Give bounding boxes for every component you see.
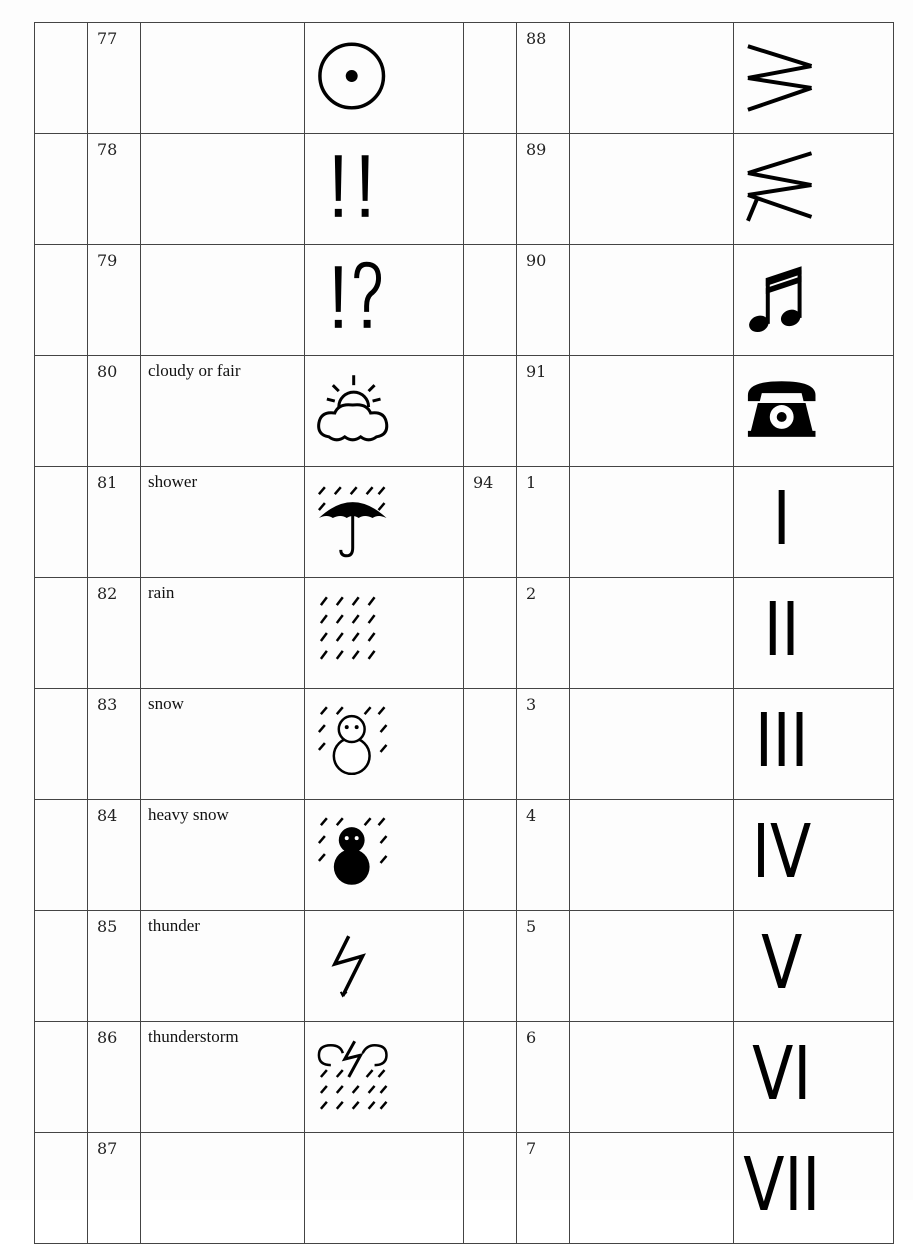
code-number: 89 bbox=[517, 134, 570, 245]
code-number: 2 bbox=[517, 578, 570, 689]
description bbox=[570, 800, 734, 911]
symbol-table bbox=[34, 22, 894, 1244]
blank-cell bbox=[35, 134, 88, 245]
blank-cell bbox=[35, 23, 88, 134]
code-number: 81 bbox=[88, 467, 141, 578]
heavy-snow-icon bbox=[305, 800, 464, 911]
table-row bbox=[35, 911, 894, 1022]
blank-cell bbox=[35, 578, 88, 689]
roman-numeral: IV bbox=[752, 809, 812, 895]
roman-numeral-icon bbox=[734, 467, 894, 578]
lightning-icon bbox=[305, 911, 464, 1022]
description: shower bbox=[141, 467, 305, 578]
roman-numeral-icon bbox=[734, 689, 894, 800]
code-number: 6 bbox=[517, 1022, 570, 1133]
description bbox=[570, 1022, 734, 1133]
exclamation-question-icon bbox=[305, 245, 464, 356]
roman-numeral-icon bbox=[734, 911, 894, 1022]
code-number: 5 bbox=[517, 911, 570, 1022]
code-number: 78 bbox=[88, 134, 141, 245]
roman-numeral-icon bbox=[734, 1133, 894, 1244]
code-number: 85 bbox=[88, 911, 141, 1022]
table-row bbox=[35, 356, 894, 467]
code-number: 82 bbox=[88, 578, 141, 689]
code-number: 90 bbox=[517, 245, 570, 356]
description: snow bbox=[141, 689, 305, 800]
telephone-icon bbox=[734, 356, 894, 467]
blank-cell bbox=[464, 1022, 517, 1133]
code-number: 80 bbox=[88, 356, 141, 467]
description bbox=[570, 1133, 734, 1244]
table-row bbox=[35, 245, 894, 356]
description bbox=[570, 689, 734, 800]
code-number: 86 bbox=[88, 1022, 141, 1133]
table-row bbox=[35, 578, 894, 689]
blank-cell bbox=[35, 1022, 88, 1133]
blank-cell bbox=[464, 134, 517, 245]
code-number: 83 bbox=[88, 689, 141, 800]
table-row bbox=[35, 800, 894, 911]
description: heavy snow bbox=[141, 800, 305, 911]
description bbox=[141, 245, 305, 356]
description bbox=[570, 578, 734, 689]
blank-cell bbox=[35, 467, 88, 578]
table-row bbox=[35, 689, 894, 800]
code-number: 87 bbox=[88, 1133, 141, 1244]
blank-cell bbox=[35, 689, 88, 800]
description: rain bbox=[141, 578, 305, 689]
code-number: 88 bbox=[517, 23, 570, 134]
roman-numeral: II bbox=[763, 587, 800, 673]
roman-numeral: III bbox=[755, 698, 809, 784]
table-row bbox=[35, 134, 894, 245]
roman-numeral-icon bbox=[734, 1022, 894, 1133]
roman-numeral: VI bbox=[752, 1031, 812, 1117]
table-row bbox=[35, 467, 894, 578]
description bbox=[141, 134, 305, 245]
blank-cell bbox=[35, 800, 88, 911]
rain-icon bbox=[305, 578, 464, 689]
description bbox=[570, 356, 734, 467]
description bbox=[570, 23, 734, 134]
cloudy-fair-icon bbox=[305, 356, 464, 467]
description: thunderstorm bbox=[141, 1022, 305, 1133]
circled-dot-icon bbox=[305, 23, 464, 134]
shower-umbrella-icon bbox=[305, 467, 464, 578]
code-number: 79 bbox=[88, 245, 141, 356]
roman-numeral-icon bbox=[734, 578, 894, 689]
code-number: 7 bbox=[517, 1133, 570, 1244]
blank-cell bbox=[464, 245, 517, 356]
code-number: 91 bbox=[517, 356, 570, 467]
roman-numeral: V bbox=[761, 920, 803, 1006]
description bbox=[570, 134, 734, 245]
roman-numeral: VII bbox=[743, 1142, 821, 1228]
blank-cell bbox=[35, 1133, 88, 1244]
thunderstorm-icon bbox=[305, 1022, 464, 1133]
double-exclamation-icon bbox=[305, 134, 464, 245]
blank-cell bbox=[35, 245, 88, 356]
blank-cell bbox=[35, 911, 88, 1022]
blank-cell bbox=[464, 578, 517, 689]
description bbox=[141, 23, 305, 134]
table-row bbox=[35, 1133, 894, 1244]
blank-cell bbox=[464, 23, 517, 134]
section-number: 94 bbox=[464, 467, 517, 578]
blank-cell bbox=[464, 1133, 517, 1244]
blank-cell bbox=[464, 911, 517, 1022]
roman-numeral: I bbox=[772, 476, 791, 562]
description bbox=[570, 245, 734, 356]
code-number: 77 bbox=[88, 23, 141, 134]
triple-greater-than-icon bbox=[734, 23, 894, 134]
snowman-icon bbox=[305, 689, 464, 800]
blank-cell bbox=[464, 689, 517, 800]
blank-cell bbox=[464, 356, 517, 467]
description bbox=[141, 1133, 305, 1244]
code-number: 4 bbox=[517, 800, 570, 911]
triple-less-than-icon bbox=[734, 134, 894, 245]
blank-cell bbox=[35, 356, 88, 467]
code-number: 1 bbox=[517, 467, 570, 578]
roman-numeral-icon bbox=[734, 800, 894, 911]
description bbox=[570, 467, 734, 578]
table-row bbox=[35, 23, 894, 134]
description: thunder bbox=[141, 911, 305, 1022]
table-row bbox=[35, 1022, 894, 1133]
music-notes-icon bbox=[734, 245, 894, 356]
blank-cell bbox=[464, 800, 517, 911]
code-number: 3 bbox=[517, 689, 570, 800]
empty-symbol-cell bbox=[305, 1133, 464, 1244]
description: cloudy or fair bbox=[141, 356, 305, 467]
code-number: 84 bbox=[88, 800, 141, 911]
description bbox=[570, 911, 734, 1022]
